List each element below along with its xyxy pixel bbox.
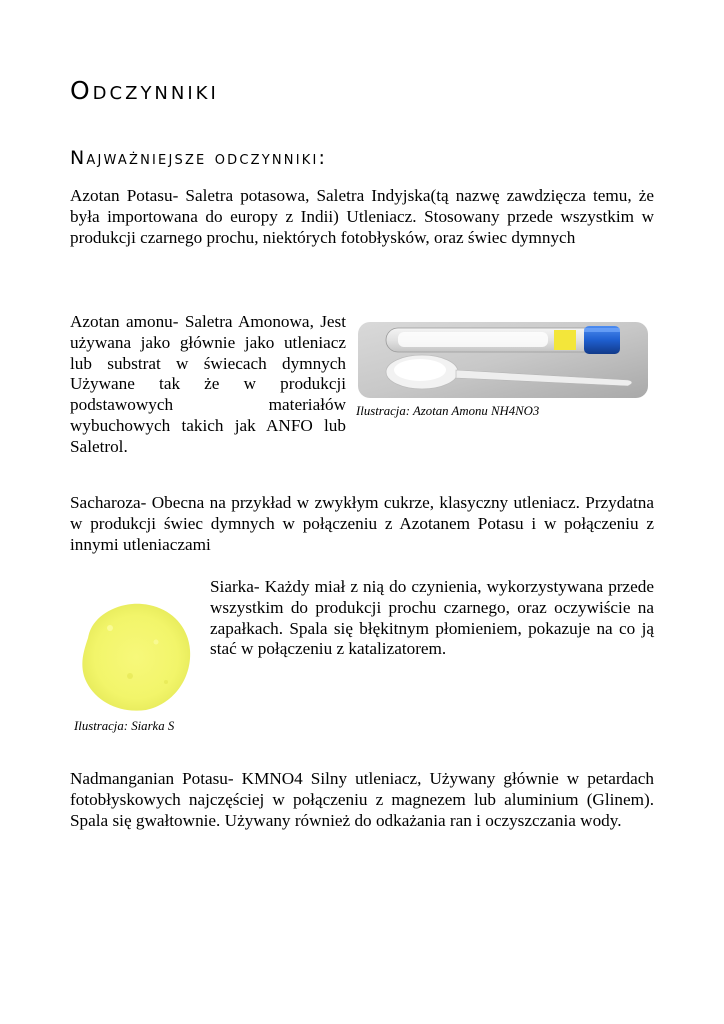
sulfur-caption: Ilustracja: Siarka S — [74, 719, 175, 733]
paragraph-ammonium-nitrate: Azotan amonu- Saletra Amonowa, Jest używana jako głównie jako utleniacz lub substrat w świecach dymnych Używane tak że w produkcji podstawowych materiałów wybuchowych takich jak ANFO lub Saletrol. — [70, 312, 346, 456]
sulfur-text: Siarka- Każdy miał z nią do czynienia, wykorzystywana przede wszystkim do produkcji prochu czarnego, oraz oczywiście na zapałkach. Spala się błękitnym płomieniem, pokazuje na co ją stać w połączeniu z katalizatorem. — [210, 577, 654, 659]
paragraph-sucrose: Sacharoza- Obecna na przykład w zwykłym cukrze, klasyczny utleniacz. Przydatna w produkcji świec dymnych w połączeniu z Azotanem Potasu i w połączeniu z innymi utleniaczami — [70, 493, 654, 554]
sulfur-powder-photo — [70, 594, 196, 718]
paragraph-potassium-nitrate: Azotan Potasu- Saletra potasowa, Saletra Indyjska(tą nazwę zawdzięcza temu, że była importowana do europy z Indii) Utleniacz. Stosowany przede wszystkim w produkcji czarnego prochu, niektórych fotobłysków, oraz świec dymnych — [70, 186, 654, 247]
paragraph-potassium-permanganate: Nadmanganian Potasu- KMNO4 Silny utleniacz, Używany głównie w petardach fotobłyskowych najczęściej w połączeniu z magnezem lub aluminium (Glinem). Spala się gwałtownie. Używany również do odkażania ran i oczyszczania wody. — [70, 769, 654, 830]
section-heading: Najważniejsze odczynniki: — [70, 147, 328, 169]
ammonium-nitrate-photo — [358, 322, 648, 398]
ammonium-nitrate-caption: Ilustracja: Azotan Amonu NH4NO3 — [356, 404, 540, 418]
page-title: Odczynniki — [70, 76, 219, 105]
